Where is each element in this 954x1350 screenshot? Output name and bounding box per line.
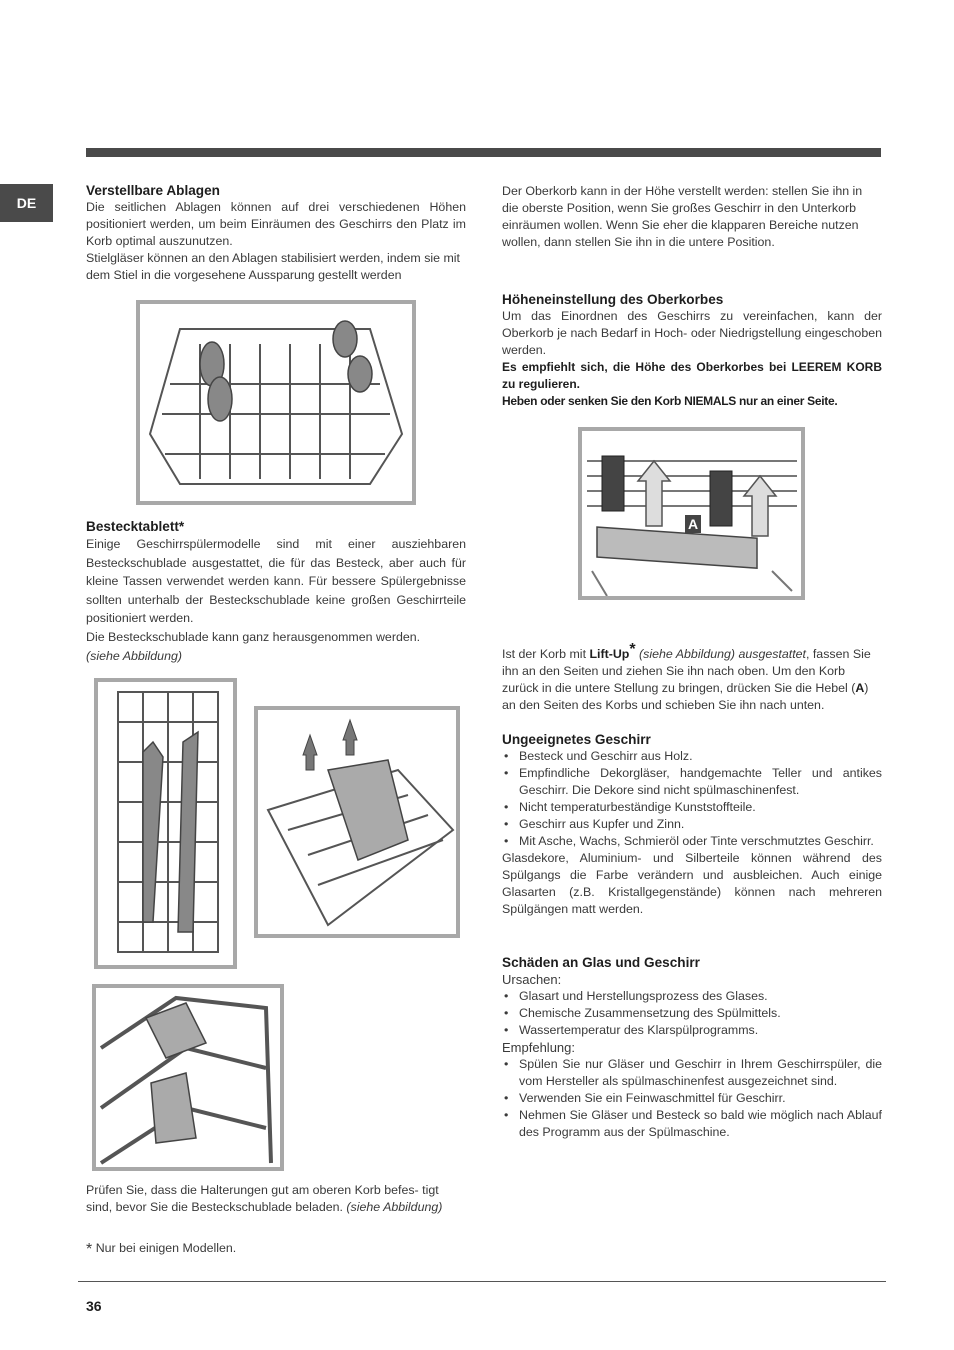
section-cutlery-tray xyxy=(86,518,466,665)
section-adjustable-shelves xyxy=(86,182,466,284)
list-item: • Verwenden Sie ein Feinwaschmittel für Geschirr. xyxy=(502,1090,882,1107)
warning-text: Es empfiehlt sich, die Höhe des Oberkorbes bei LEEREM KORB zu regulieren. xyxy=(502,360,882,391)
list-item: • Geschirr aus Kupfer und Zinn. xyxy=(502,816,882,833)
section-heading: Schäden an Glas und Geschirr xyxy=(502,955,700,970)
recommendation-label: Empfehlung: xyxy=(502,1040,575,1055)
lever-label-a: A xyxy=(687,516,699,532)
section-heading: Ungeeignetes Geschirr xyxy=(502,732,651,747)
paragraph: Der Oberkorb kann in der Höhe verstellt werden: stellen Sie ihn in die oberste Position, wenn Sie großes Geschirr in den Unterkorb einräumen wollen. Wenn Sie eher die klapparen Bereiche nutzen wollen, dann stellen Sie ihn in die untere Position. xyxy=(502,184,863,249)
paragraph: Um das Einordnen des Geschirrs zu vereinfachen, kann der Oberkorb je nach Bedarf in Hoch- oder Niedrigstellung eingeschoben werden. xyxy=(502,309,882,357)
paragraph: Einige Geschirrspülermodelle sind mit einer ausziehbaren Besteckschublade ausgestattet, die für das Besteck, aber auch für kleine Tassen verwendet werden kann. Für bessere Spülergebnisse sollten unterhalb der Besteckschublade keine großen Geschirrteile positioniert werden. xyxy=(86,537,466,626)
header-bar xyxy=(86,148,881,157)
paragraph: Stielgläser können an den Ablagen stabilisiert werden, indem sie mit dem Stiel in die vorgesehene Aussparung gestellt werden xyxy=(86,251,460,282)
section-glass-damage xyxy=(502,954,882,1141)
list-item: • Spülen Sie nur Gläser und Geschirr in Ihrem Geschirrspüler, die vom Hersteller als spülmaschinenfest ausgezeichnet sind. xyxy=(502,1056,882,1090)
list-item: • Nehmen Sie Gläser und Besteck so bald wie möglich nach Ablauf des Programm aus der Spülmaschine. xyxy=(502,1107,882,1141)
paragraph: Die seitlichen Ablagen können auf drei verschiedenen Höhen positioniert werden, um beim Einräumen des Geschirrs den Platz im Korb optimal auszunutzen. xyxy=(86,200,466,248)
footnote-text: Nur bei einigen Modellen. xyxy=(95,1241,237,1255)
causes-label: Ursachen: xyxy=(502,972,562,987)
cutlery-tray-illustration xyxy=(94,678,237,969)
section-heading: Verstellbare Ablagen xyxy=(86,183,220,198)
section-heading: Höheneinstellung des Oberkorbes xyxy=(502,292,724,307)
section-unsuitable-dishes xyxy=(502,731,882,918)
lift-up-text xyxy=(502,641,882,714)
lift-up-term: Lift-Up xyxy=(589,647,630,661)
text-run-italic: (siehe Abbildung) ausgestattet xyxy=(635,647,806,661)
unsuitable-list xyxy=(502,748,882,850)
footnote-star: * xyxy=(86,1241,93,1258)
footer-rule xyxy=(78,1281,886,1282)
list-item: • Nicht temperaturbeständige Kunststoffteile. xyxy=(502,799,882,816)
footnote xyxy=(86,1240,466,1258)
lift-up-illustration xyxy=(578,427,805,600)
lever-reference: A xyxy=(855,681,865,695)
list-item: • Besteck und Geschirr aus Holz. xyxy=(502,748,882,765)
section-heading: Bestecktablett* xyxy=(86,519,185,534)
cutlery-drawer-removal-illustration xyxy=(254,706,460,938)
list-item: • Wassertemperatur des Klarspülprogramms. xyxy=(502,1022,882,1039)
text-run: Ist der Korb mit xyxy=(502,647,590,661)
text-run: , fassen Sie ihn an den Seiten und ziehen Sie ihn nach oben. Um den Korb zurück in die untere Stellung zu bringen, drücken Sie die Hebel ( xyxy=(502,647,871,695)
list-item: • Chemische Zusammensetzung des Spülmittels. xyxy=(502,1005,882,1022)
list-item: • Empfindliche Dekorgläser, handgemachte Teller und antikes Geschirr. Die Dekore sind nicht spülmaschinenfest. xyxy=(502,765,882,799)
upper-basket-intro xyxy=(502,183,882,251)
paragraph xyxy=(502,641,882,714)
footnote-star: * xyxy=(629,641,636,658)
caption-text: Prüfen Sie, dass die Halterungen gut am oberen Korb befes- tigt sind, bevor Sie die Besteckschublade beladen. xyxy=(86,1183,439,1214)
text-run: ) an den Seiten des Korbs und schieben Sie ihn nach unten. xyxy=(502,681,869,712)
causes-list xyxy=(502,988,882,1039)
language-tab: DE xyxy=(0,184,53,222)
drawer-holder-illustration xyxy=(92,984,284,1171)
paragraph: (siehe Abbildung) xyxy=(86,648,182,663)
paragraph: Glasdekore, Aluminium- und Silberteile können während des Spülgangs die Farbe verändern und ausbleichen. Auch einige Glasarten (z.B. Kristallgegenstände) können nach mehreren Spülgängen matt werden. xyxy=(502,851,882,916)
list-item: • Mit Asche, Wachs, Schmieröl oder Tinte verschmutztes Geschirr. xyxy=(502,833,882,850)
paragraph: Die Besteckschublade kann ganz herausgenommen werden. xyxy=(86,629,421,644)
page-number: 36 xyxy=(86,1298,102,1314)
shelves-illustration xyxy=(136,300,416,505)
figure-caption xyxy=(86,1182,458,1216)
warning-text: Heben oder senken Sie den Korb NIEMALS nur an einer Seite. xyxy=(502,394,838,408)
basket-drawing xyxy=(140,304,412,501)
section-upper-basket-height xyxy=(502,291,882,410)
recommendations-list xyxy=(502,1056,882,1141)
list-item: • Glasart und Herstellungsprozess des Glases. xyxy=(502,988,882,1005)
caption-italic: (siehe Abbildung) xyxy=(346,1200,443,1214)
